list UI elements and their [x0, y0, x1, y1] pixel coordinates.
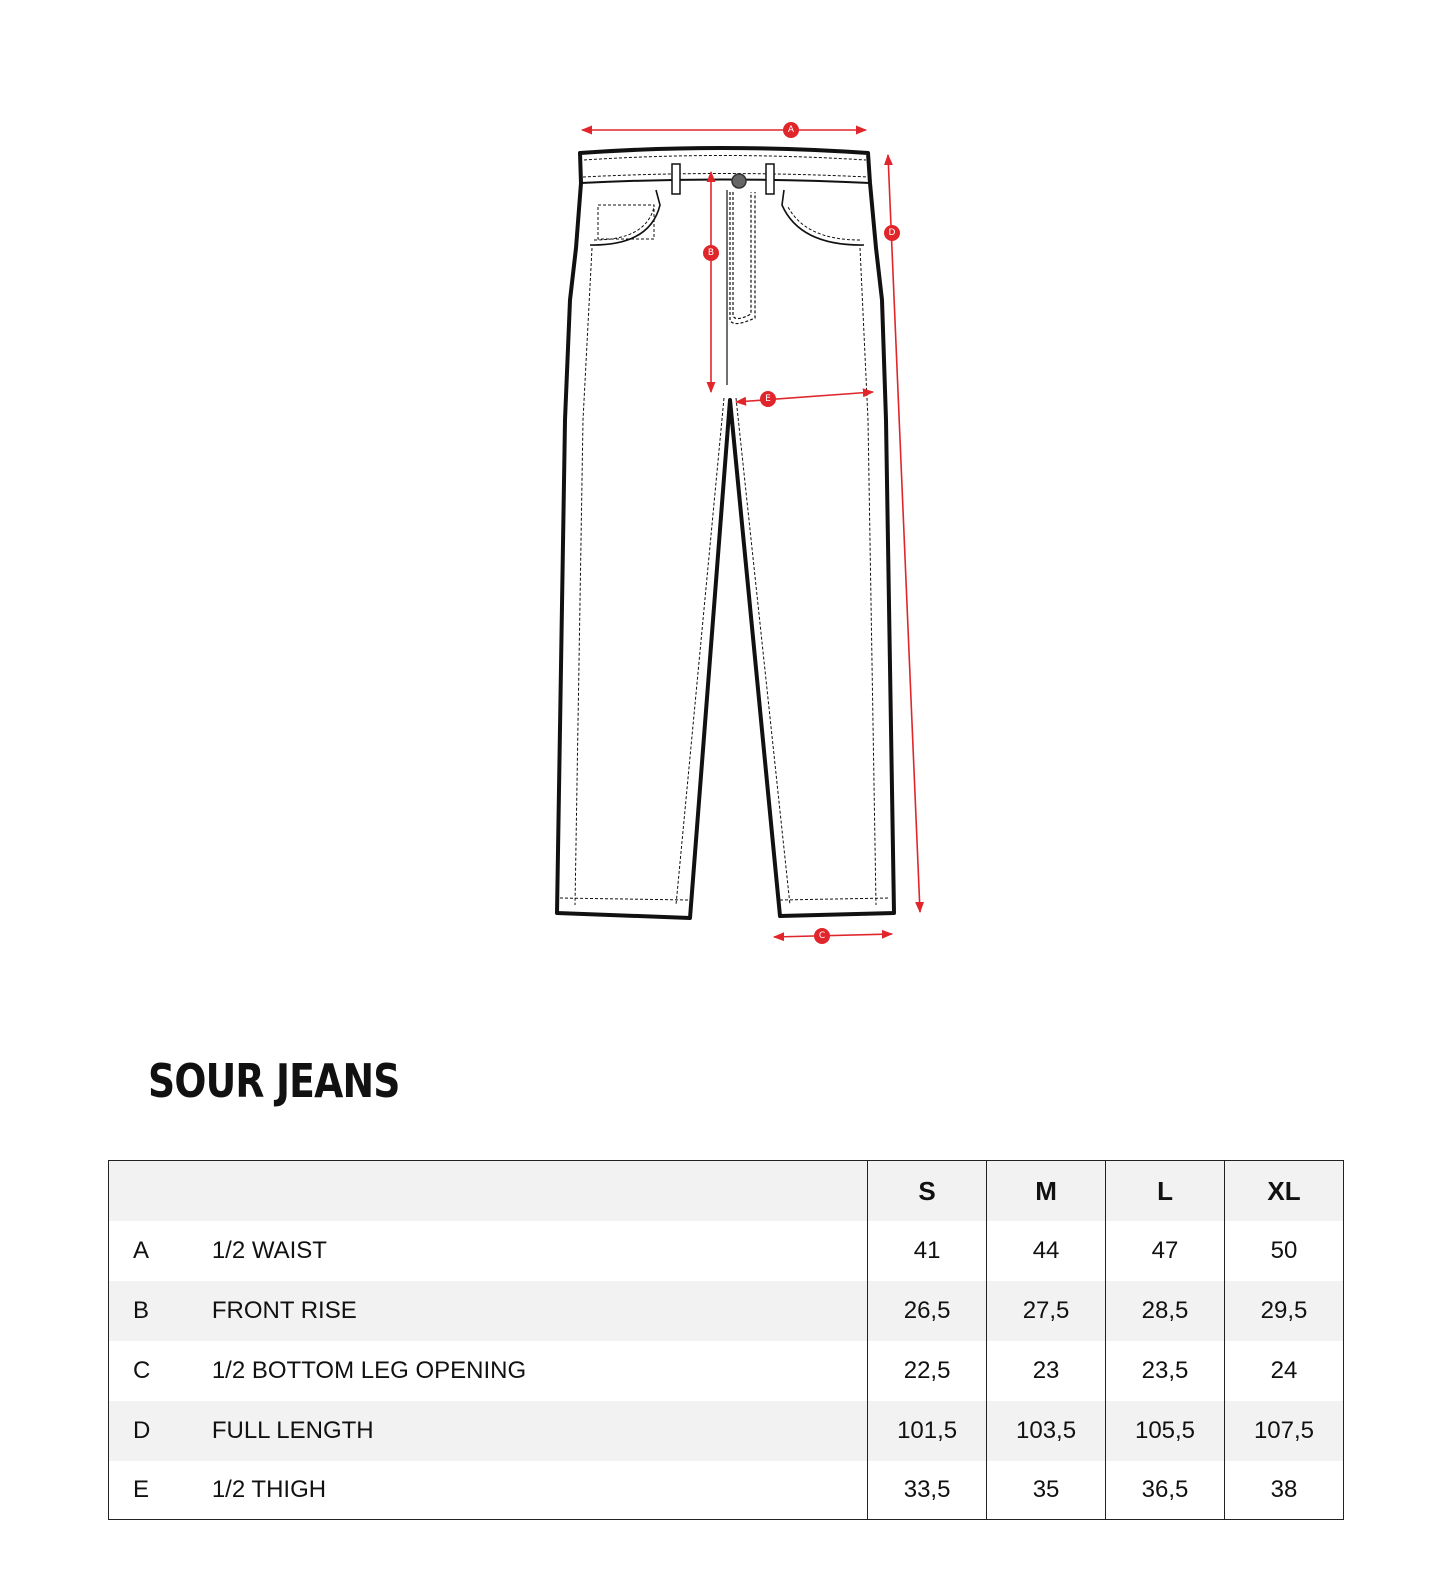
row-value-s: 26,5	[868, 1281, 987, 1341]
header-blank-code	[109, 1161, 212, 1222]
table-row	[109, 1461, 1344, 1520]
row-value-m: 103,5	[987, 1401, 1106, 1461]
marker-leg-opening-label: C	[818, 931, 826, 941]
row-value-xl: 24	[1224, 1341, 1343, 1401]
row-label: 1/2 BOTTOM LEG OPENING	[211, 1357, 527, 1384]
row-value-xl: 107,5	[1224, 1401, 1343, 1461]
waist-button-icon	[732, 174, 746, 188]
row-label: FRONT RISE	[212, 1281, 868, 1341]
marker-front-rise-label: B	[707, 248, 715, 258]
row-value-s: 101,5	[868, 1401, 987, 1461]
row-value-m: 44	[987, 1221, 1106, 1281]
row-value-m: 27,5	[987, 1281, 1106, 1341]
table-row	[109, 1221, 1344, 1281]
row-value-xl: 38	[1224, 1461, 1343, 1520]
size-header-m: M	[987, 1161, 1106, 1222]
row-value-m: 23	[987, 1341, 1106, 1401]
leg-opening-measure-line	[774, 934, 892, 937]
row-value-l: 36,5	[1106, 1461, 1225, 1520]
marker-front-rise	[703, 245, 719, 261]
marker-full-length	[884, 225, 900, 241]
row-value-xl: 50	[1224, 1221, 1343, 1281]
row-label: 1/2 THIGH	[211, 1476, 327, 1503]
size-header-xl: XL	[1224, 1161, 1343, 1222]
row-value-l: 28,5	[1106, 1281, 1225, 1341]
row-value-l: 47	[1106, 1221, 1225, 1281]
size-chart-table	[108, 1160, 1344, 1520]
product-title: SOUR JEANS	[148, 1054, 400, 1108]
row-value-l: 105,5	[1106, 1401, 1225, 1461]
row-code: C	[133, 1357, 151, 1384]
size-header-row	[109, 1161, 1344, 1222]
row-code: E	[133, 1476, 150, 1503]
marker-thigh	[760, 391, 776, 407]
table-row	[109, 1281, 1344, 1341]
table-row	[109, 1341, 1344, 1401]
marker-leg-opening	[814, 928, 830, 944]
row-value-l: 23,5	[1106, 1341, 1225, 1401]
row-label: 1/2 WAIST	[211, 1237, 327, 1264]
marker-waist-label: A	[787, 125, 795, 135]
size-header-s: S	[868, 1161, 987, 1222]
row-code: D	[109, 1401, 212, 1461]
row-value-s: 33,5	[868, 1461, 987, 1520]
row-code: A	[133, 1237, 150, 1264]
marker-thigh-label: E	[765, 394, 771, 404]
marker-full-length-label: D	[888, 228, 896, 238]
jeans-outline	[557, 148, 894, 918]
header-blank-label	[212, 1161, 868, 1222]
table-row	[109, 1401, 1344, 1461]
row-label: FULL LENGTH	[212, 1401, 868, 1461]
row-value-m: 35	[987, 1461, 1106, 1520]
row-value-s: 41	[868, 1221, 987, 1281]
row-value-s: 22,5	[868, 1341, 987, 1401]
row-value-xl: 29,5	[1224, 1281, 1343, 1341]
marker-waist	[783, 122, 799, 138]
size-header-l: L	[1106, 1161, 1225, 1222]
row-code: B	[109, 1281, 212, 1341]
